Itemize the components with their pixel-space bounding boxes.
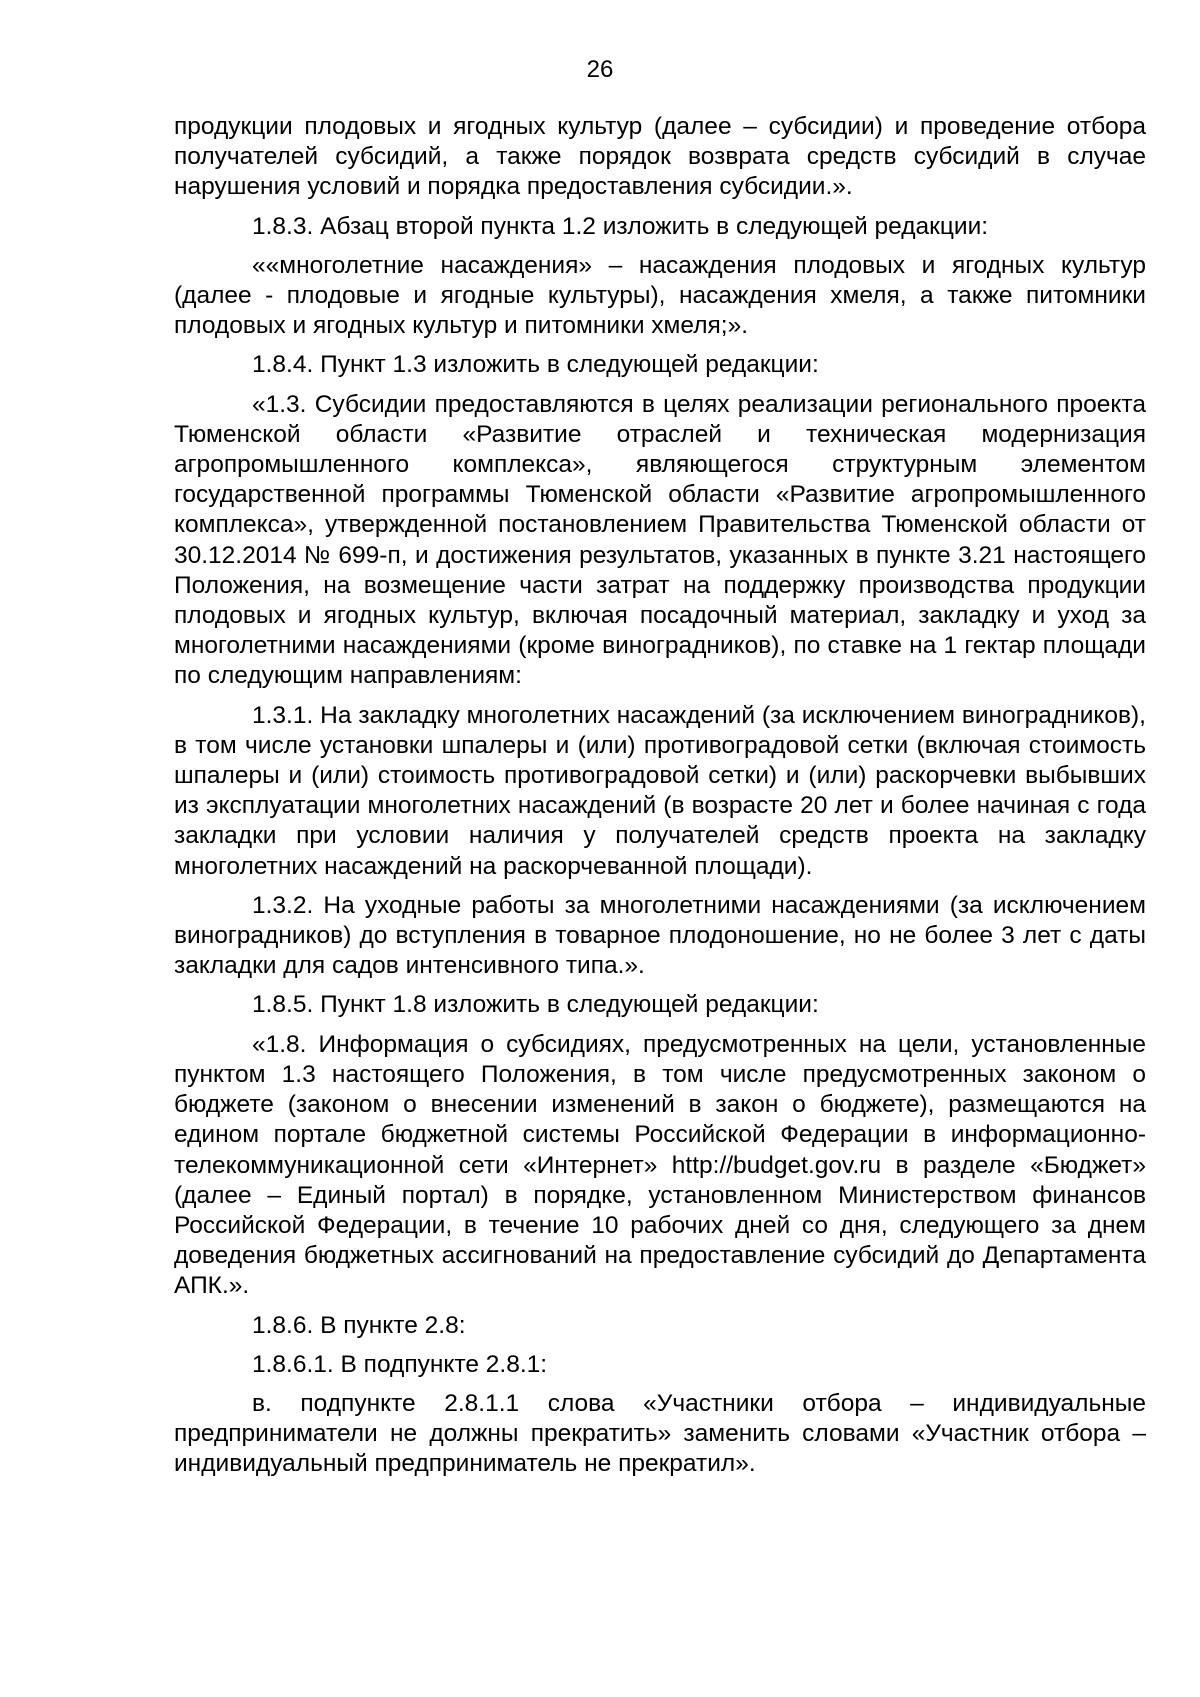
paragraph-continuation: продукции плодовых и ягодных культур (далее – субсидии) и проведение отбора получателей субсидий, а также порядок возврата средств субсидий в случае нарушения условий и порядка предоставления субсидии.». — [174, 113, 1146, 201]
paragraph-1-8-4: 1.8.4. Пункт 1.3 изложить в следующей редакции: — [252, 351, 819, 379]
paragraph-1-8-6: 1.8.6. В пункте 2.8: — [252, 1311, 466, 1339]
document-body — [174, 112, 1146, 1480]
paragraph-1-8: «1.8. Информация о субсидиях, предусмотренных на цели, установленные пунктом 1.3 настоящего Положения, в том числе предусмотренных законом о бюджете (законом о внесении изменений в закон о бюджете), размещаются на едином портале бюджетной системы Российской Федерации в информационно-телекоммуникационной сети «Интернет» http://budget.gov.ru в разделе «Бюджет» (далее – Единый портал) в порядке, установленном Министерством финансов Российской Федерации, в течение 10 рабочих дней со дня, следующего за днем доведения бюджетных ассигнований на предоставление субсидий до Департамента АПК.». — [174, 1030, 1146, 1300]
paragraph-1-3: «1.3. Субсидии предоставляются в целях реализации регионального проекта Тюменской области «Развитие отраслей и техническая модернизация агропромышленного комплекса», являющегося структурным элементом государственной программы Тюменской области «Развитие агропромышленного комплекса», утвержденной постановлением Правительства Тюменской области от 30.12.2014 № 699-п, и достижения результатов, указанных в пункте 3.21 настоящего Положения, на возмещение части затрат на поддержку производства продукции плодовых и ягодных культур, включая посадочный материал, закладку и уход за многолетними насаждениями (кроме виноградников), по ставке на 1 гектар площади по следующим направлениям: — [174, 390, 1146, 690]
paragraph-perennial-plantings: ««многолетние насаждения» – насаждения плодовых и ягодных культур (далее - плодовые и ягодные культуры), насаждения хмеля, а также питомники плодовых и ягодных культур и питомники хмеля;». — [174, 251, 1146, 340]
page-number: 26 — [586, 56, 614, 83]
paragraph-1-8-6-1: 1.8.6.1. В подпункте 2.8.1: — [252, 1350, 548, 1378]
paragraph-2-8-1-1: в. подпункте 2.8.1.1 слова «Участники отбора – индивидуальные предприниматели не должны прекратить» заменить словами «Участник отбора – индивидуальный предприниматель не прекратил». — [174, 1389, 1146, 1478]
paragraph-1-8-5: 1.8.5. Пункт 1.8 изложить в следующей редакции: — [252, 991, 819, 1019]
paragraph-1-8-3: 1.8.3. Абзац второй пункта 1.2 изложить в следующей редакции: — [252, 212, 989, 240]
paragraph-1-3-1: 1.3.1. На закладку многолетних насаждений (за исключением виноградников), в том числе установки шпалеры и (или) противоградовой сетки (включая стоимость шпалеры и (или) стоимость противоградовой сетки) и (или) раскорчевки выбывших из эксплуатации многолетних насаждений (в возрасте 20 лет и более начиная с года закладки при условии наличия у получателей средств проекта на закладку многолетних насаждений на раскорчеванной площади). — [174, 701, 1146, 880]
paragraph-1-3-2: 1.3.2. На уходные работы за многолетними насаждениями (за исключением виноградников) до вступления в товарное плодоношение, но не более 3 лет с даты закладки для садов интенсивного типа.». — [174, 891, 1146, 980]
